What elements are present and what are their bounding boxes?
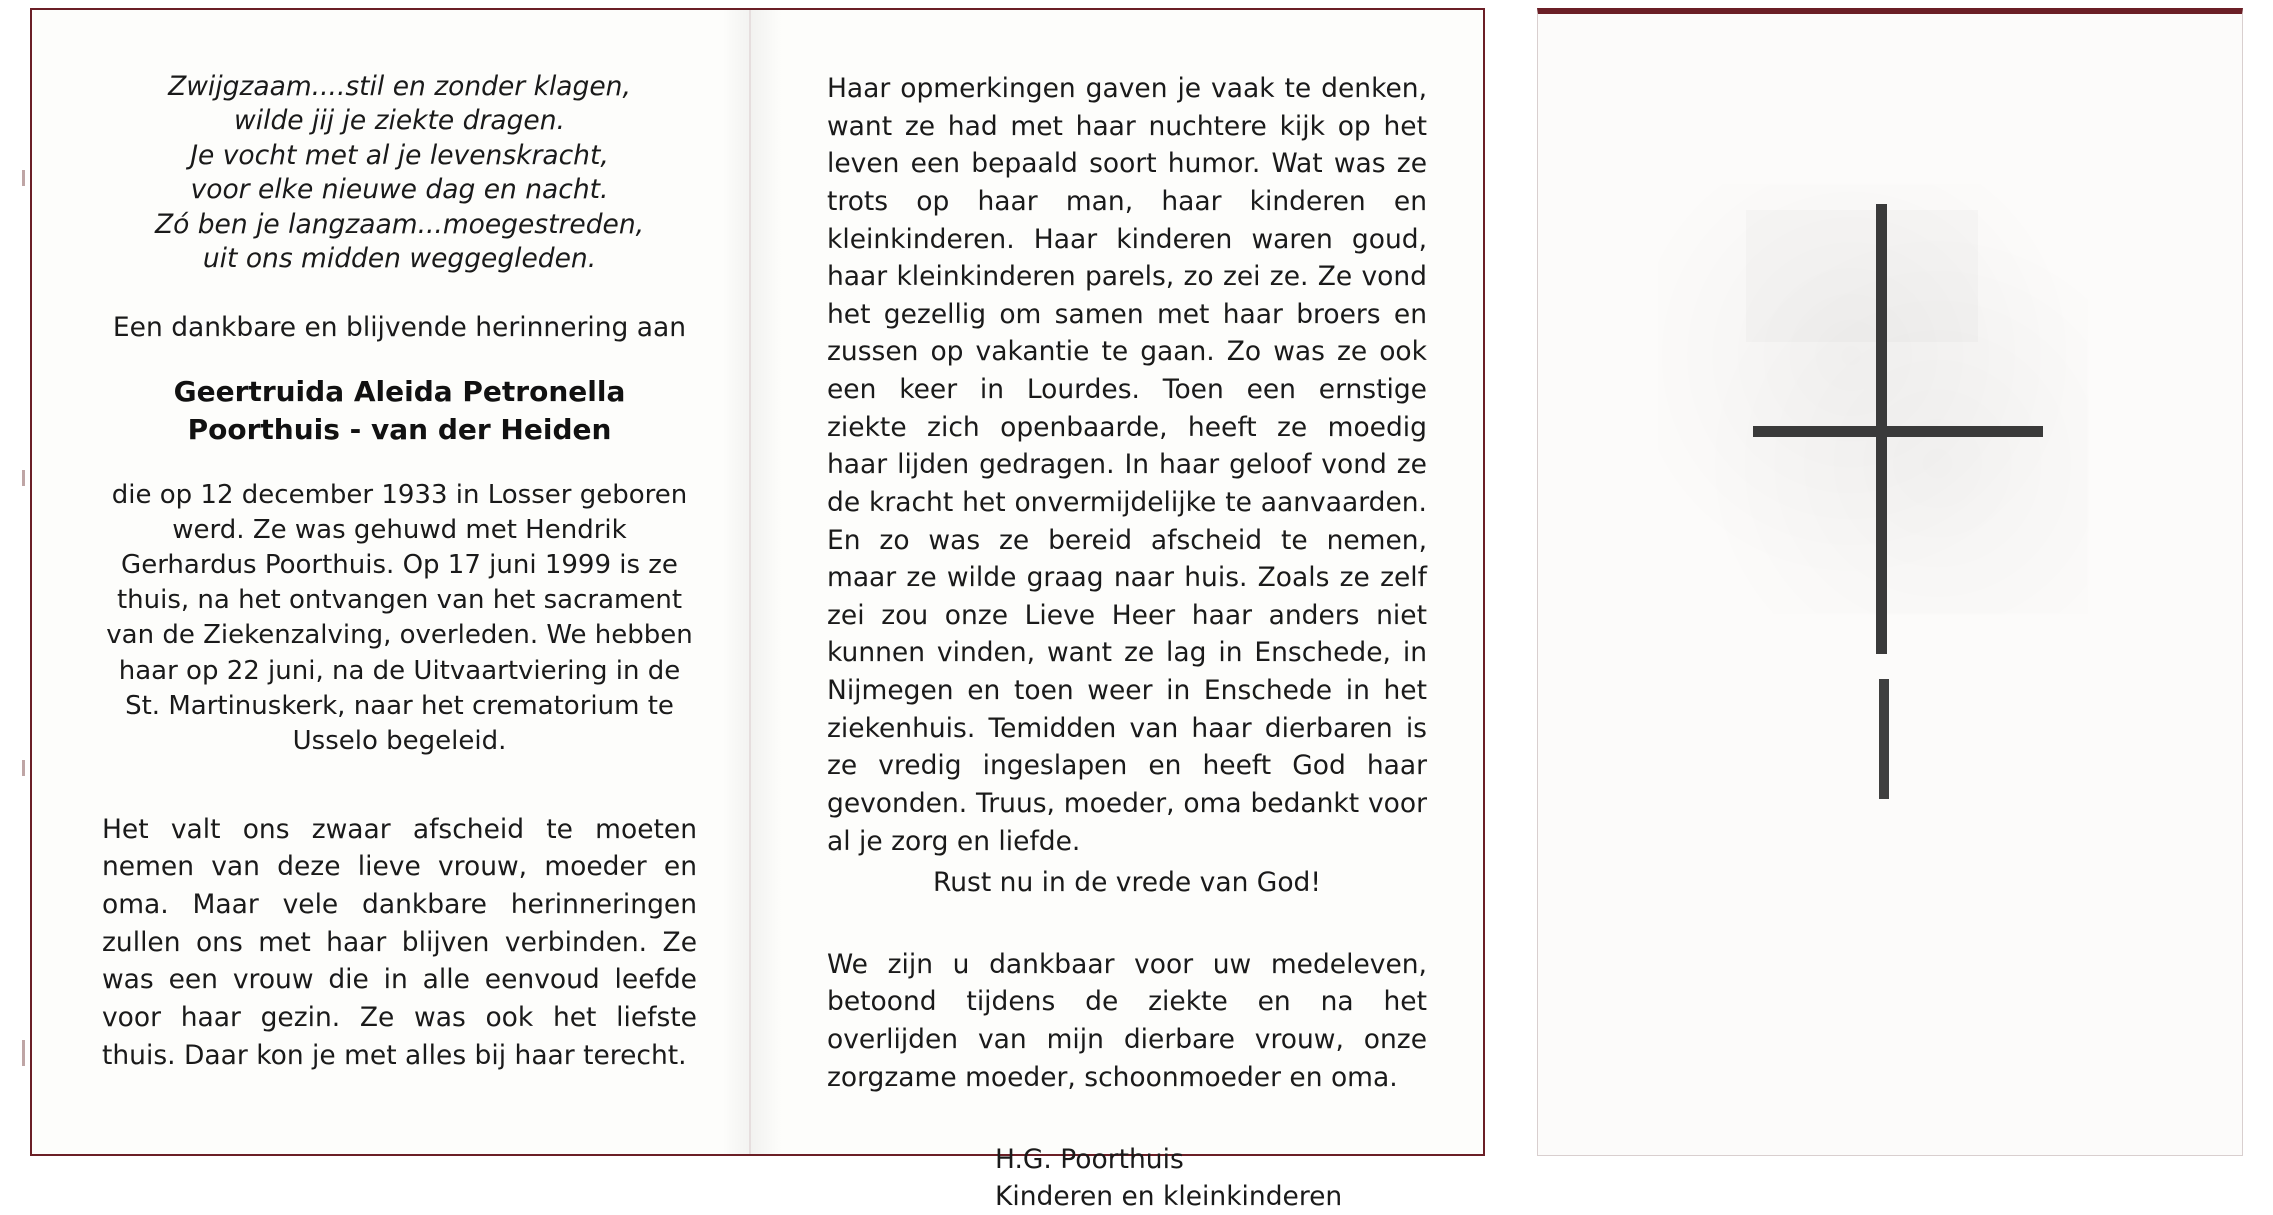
- card-inner-spread: [30, 8, 1485, 1212]
- scan-artifact: [22, 1040, 25, 1066]
- memorial-narrative-text: Haar opmerkingen gaven je vaak te denken, want ze had met haar nuchtere kijk op het leven een bepaald soort humor. Wat was ze trots op haar man, haar kinderen en kleinkinderen. Haar kinderen waren goud, haar kleinkinderen parels, zo zei ze. Ze vond het gezellig om samen met haar broers en zussen op vakantie te gaan. Zo was ze ook een keer in Lourdes. Toen een ernstige ziekte zich openbaarde, heeft ze moedig haar lijden gedragen. In haar geloof vond ze de kracht het onvermijdelijke te aanvaarden. En zo was ze bereid afscheid te nemen, maar ze wilde graag naar huis. Zoals ze zelf zei zou onze Lieve Heer haar anders niet kunnen vinden, want ze lag in Enschede, in Nijmegen en toen weer in Enschede in het ziekenhuis. Temidden van haar dierbaren is ze vredig ingeslapen en heeft God haar gevonden. Truus, moeder, oma bedankt voor al je zorg en liefde.: [827, 73, 1427, 857]
- poem-line: Zó ben je langzaam...moegestreden,: [154, 208, 645, 240]
- cross-icon: [1538, 14, 2242, 1155]
- scan-artifact: [22, 760, 25, 776]
- scan-artifact: [22, 470, 25, 486]
- biography-text: die op 12 december 1933 in Losser geboren werd. Ze was gehuwd met Hendrik Gerhardus Poorthuis. Op 17 juni 1999 is ze thuis, na het ontvangen van het sacrament van de Ziekenzalving, overleden. We hebben haar op 22 juni, na de Uitvaartviering in de St. Martinuskerk, naar het crematorium te Usselo begeleid.: [106, 480, 693, 756]
- thank-you-text: We zijn u dankbaar voor uw medeleven, betoond tijdens de ziekte en na het overlijden van mijn dierbare vrouw, onze zorgzame moeder, schoonmoeder en oma.: [827, 948, 1427, 1093]
- poem-line: Zwijgzaam....stil en zonder klagen,: [168, 71, 631, 102]
- cross-horizontal-bar: [1753, 426, 2043, 437]
- deceased-name-line-1: Geertruida Aleida Petronella: [173, 375, 626, 409]
- poem-line: Je vocht met al je levenskracht,: [190, 139, 609, 171]
- signature-name: H.G. Poorthuis: [995, 1144, 1184, 1176]
- signature-family: Kinderen en kleinkinderen: [995, 1180, 1343, 1212]
- poem-line: uit ons midden weggegleden.: [202, 243, 597, 275]
- signature-block: [995, 1142, 1427, 1215]
- scan-artifact: [22, 170, 25, 186]
- closing-blessing: Rust nu in de vrede van God!: [933, 867, 1321, 899]
- poem-block: [102, 70, 697, 277]
- card-cover-panel: [1537, 8, 2243, 1156]
- page-fold-shading: [722, 10, 782, 1154]
- family-tribute-text: Het valt ons zwaar afscheid te moeten nemen van deze lieve vrouw, moeder en oma. Maar vele dankbare herinneringen zullen ons met haar blijven verbinden. Ze was een vrouw die in alle eenvoud leefde voor haar gezin. Ze was ook het liefste thuis. Daar kon je met alles bij haar terecht.: [102, 813, 697, 1071]
- deceased-name: [102, 373, 697, 448]
- dedication-line: Een dankbare en blijvende herinnering aan: [112, 311, 687, 343]
- cross-lower-stem: [1879, 679, 1889, 799]
- poem-line: voor elke nieuwe dag en nacht.: [190, 174, 609, 206]
- deceased-name-line-2: Poorthuis - van der Heiden: [187, 412, 612, 446]
- right-text-column: [827, 70, 1427, 1215]
- left-text-column: [102, 70, 697, 1074]
- poem-line: wilde jij je ziekte dragen.: [234, 105, 565, 137]
